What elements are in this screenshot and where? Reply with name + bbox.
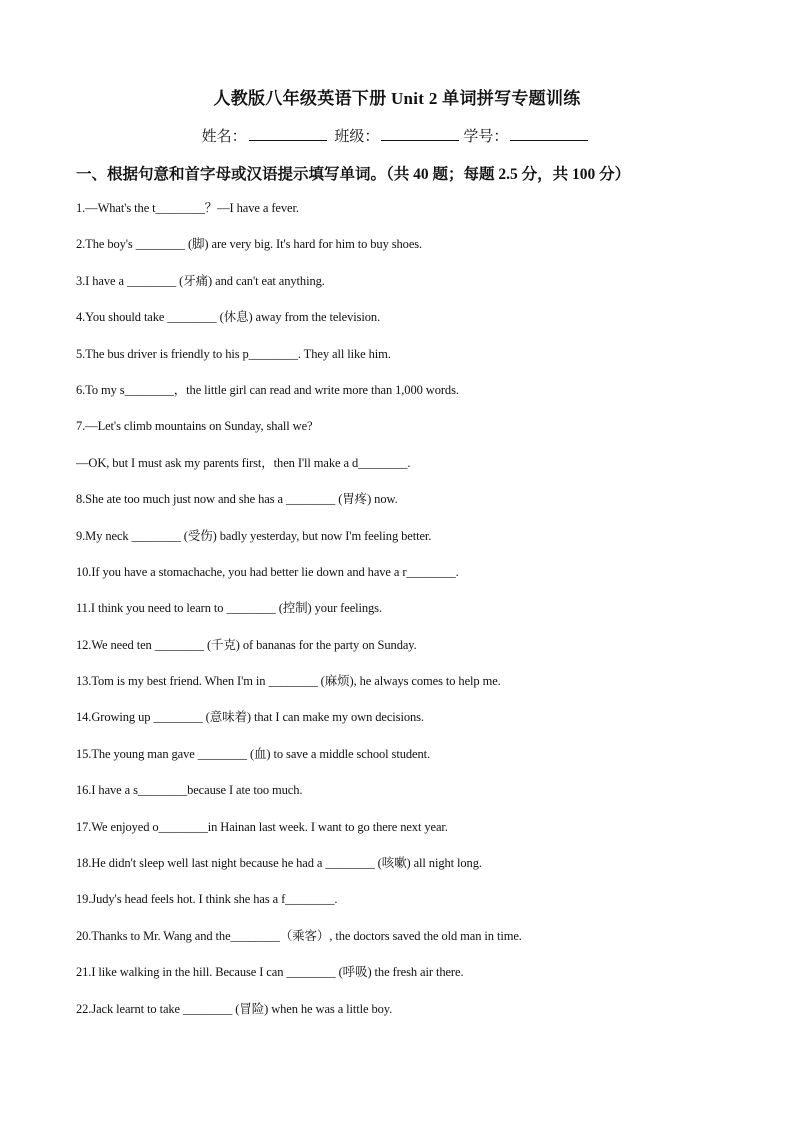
question-item: 2.The boy's ________ (脚) are very big. It's hard for him to buy shoes. — [76, 237, 423, 252]
id-blank — [510, 126, 588, 141]
student-info-line — [0, 125, 794, 146]
question-item: 21.I like walking in the hill. Because I can ________ (呼吸) the fresh air there. — [76, 965, 464, 980]
question-item: 4.You should take ________ (休息) away from the television. — [76, 310, 381, 325]
question-item: 11.I think you need to learn to ________ (控制) your feelings. — [76, 601, 382, 616]
section-heading: 一、根据句意和首字母或汉语提示填写单词。（共 40 题；每题 2.5 分，共 100 分） — [76, 166, 631, 183]
question-item: 8.She ate too much just now and she has a ________ (胃疼) now. — [76, 492, 398, 507]
question-item: 17.We enjoyed o________in Hainan last week. I want to go there next year. — [76, 819, 448, 834]
question-item: 12.We need ten ________ (千克) of bananas for the party on Sunday. — [76, 637, 417, 652]
question-item: 1.—What's the t________？—I have a fever. — [76, 201, 299, 215]
question-item: 22.Jack learnt to take ________ (冒险) when he was a little boy. — [76, 1001, 393, 1016]
question-item: 6.To my s________，the little girl can read and write more than 1,000 words. — [76, 382, 459, 397]
question-item: 18.He didn't sleep well last night because he had a ________ (咳嗽) all night long. — [76, 856, 482, 871]
name-blank — [249, 126, 327, 141]
question-item: 20.Thanks to Mr. Wang and the________（乘客）, the doctors saved the old man in time. — [76, 928, 522, 943]
question-item: 16.I have a s________because I ate too much. — [76, 783, 303, 798]
name-label: 姓名： — [201, 129, 247, 145]
question-item: —OK, but I must ask my parents first，then I'll make a d________. — [76, 455, 411, 470]
question-item: 9.My neck ________ (受伤) badly yesterday, but now I'm feeling better. — [76, 528, 432, 543]
question-item: 13.Tom is my best friend. When I'm in ________ (麻烦), he always comes to help me. — [76, 674, 501, 689]
question-item: 5.The bus driver is friendly to his p________. They all like him. — [76, 346, 391, 361]
question-item: 10.If you have a stomachache, you had better lie down and have a r________. — [76, 564, 459, 579]
question-item: 7.—Let's climb mountains on Sunday, shall we? — [76, 419, 313, 434]
class-label: 班级： — [334, 129, 380, 145]
page-title: 人教版八年级英语下册 Unit 2 单词拼写专题训练 — [213, 89, 581, 108]
question-item: 3.I have a ________ (牙痛) and can't eat anything. — [76, 273, 325, 288]
class-blank — [381, 126, 459, 141]
question-list — [76, 199, 736, 1036]
question-item: 14.Growing up ________ (意味着) that I can make my own decisions. — [76, 710, 424, 725]
question-item: 15.The young man gave ________ (血) to save a middle school student. — [76, 746, 430, 761]
id-label: 学号： — [463, 129, 509, 145]
question-item: 19.Judy's head feels hot. I think she has a f________. — [76, 892, 338, 907]
